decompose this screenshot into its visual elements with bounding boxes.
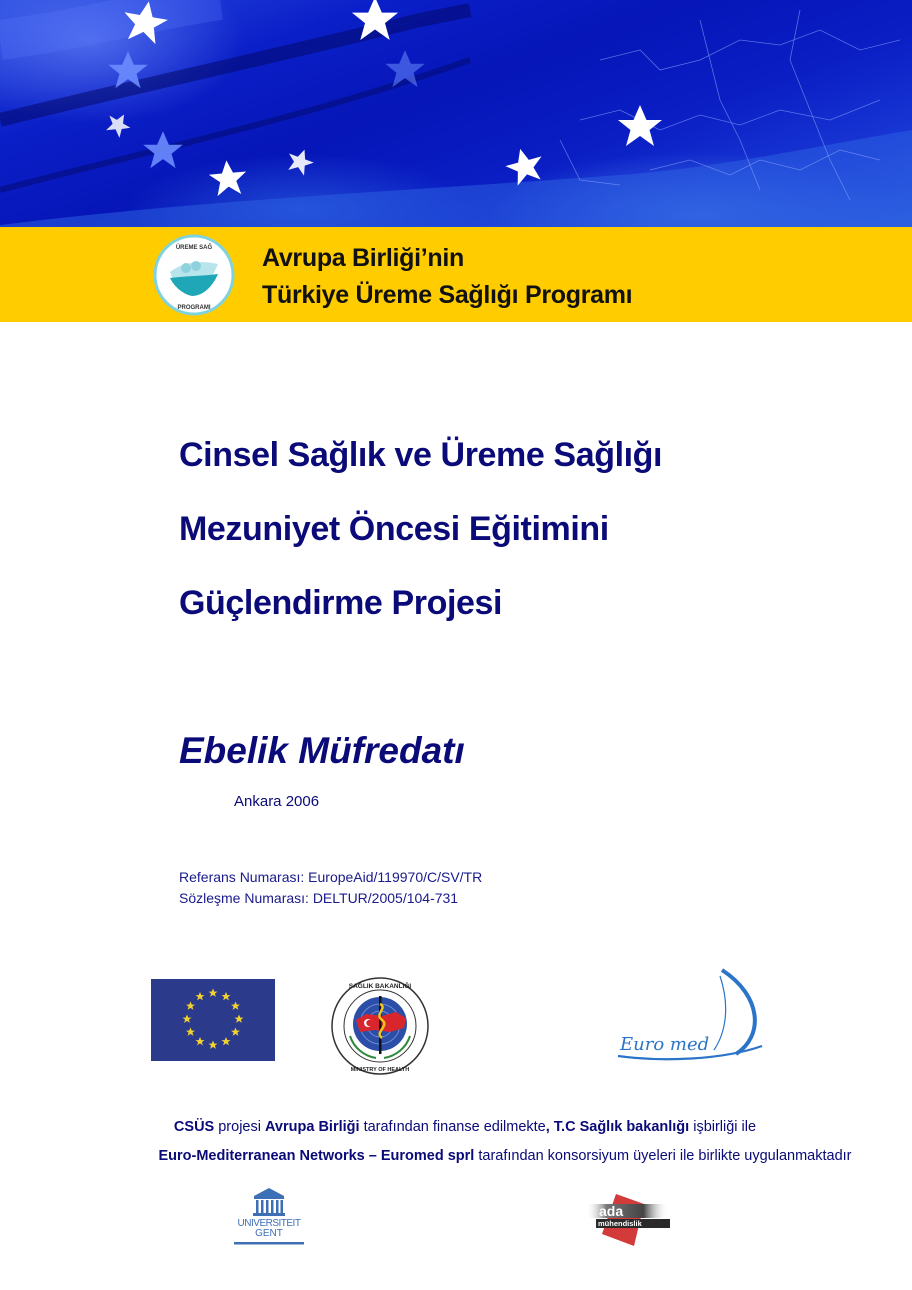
project-credits — [0, 1113, 860, 1171]
document-title-line1: Cinsel Sağlık ve Üreme Sağlığı — [179, 436, 663, 474]
svg-text:ada: ada — [599, 1203, 624, 1219]
eu-flag-banner-icon — [0, 0, 912, 227]
document-title — [179, 418, 662, 640]
euromed-sail-logo-icon — [612, 966, 772, 1066]
credits-text: işbirliği ile — [689, 1119, 757, 1135]
credits-text: tarafından konsorsiyum üyeleri ile birlikte uygulanmaktadır — [474, 1148, 852, 1164]
program-title-line1: Avrupa Birliği’nin — [262, 244, 465, 272]
tc-saglik-bakanligi-seal-icon — [330, 976, 430, 1076]
place-date: Ankara 2006 — [234, 793, 320, 810]
eu-flag-banner — [0, 0, 912, 227]
document-title-line2: Mezuniyet Öncesi Eğitimini — [179, 510, 609, 548]
svg-text:GENT: GENT — [255, 1228, 283, 1239]
ada-muhendislik-logo-icon — [582, 1190, 682, 1248]
credits-eu: Avrupa Birliği — [265, 1119, 360, 1135]
eu-flag-icon — [151, 979, 275, 1061]
contract-number: Sözleşme Numarası: DELTUR/2005/104-731 — [179, 890, 459, 906]
document-title-line3: Güçlendirme Projesi — [179, 584, 503, 622]
credits-csus: CSÜS — [173, 1119, 215, 1135]
credits-line2 — [0, 1142, 860, 1171]
reference-number: Referans Numarası: EuropeAid/119970/C/SV/TR — [179, 869, 483, 885]
credits-euromed: Euro-Mediterranean Networks – Euromed sprl — [158, 1148, 475, 1164]
svg-text:ÜREME SAĞ: ÜREME SAĞ — [175, 245, 213, 251]
program-title-line2: Türkiye Üreme Sağlığı Programı — [262, 281, 633, 309]
turkiye-ureme-sagligi-programi-logo-icon — [152, 234, 236, 316]
document-subtitle: Ebelik Müfredatı — [179, 730, 465, 771]
svg-text:mühendislik: mühendislik — [598, 1219, 642, 1228]
svg-text:SAĞLIK BAKANLIĞI: SAĞLIK BAKANLIĞI — [348, 983, 412, 990]
svg-text:MINISTRY OF HEALTH: MINISTRY OF HEALTH — [350, 1067, 410, 1073]
credits-ministry: , T.C Sağlık bakanlığı — [545, 1119, 690, 1135]
svg-text:UNIVERSITEIT: UNIVERSITEIT — [237, 1218, 301, 1229]
program-header-band — [0, 227, 912, 322]
credits-line1 — [0, 1113, 860, 1142]
universiteit-gent-logo-icon — [230, 1186, 308, 1248]
program-title — [262, 240, 632, 314]
svg-text:Euro med: Euro med — [620, 1034, 710, 1055]
reference-info — [179, 867, 482, 909]
svg-text:PROGRAMI: PROGRAMI — [177, 305, 211, 311]
credits-text: tarafından finanse edilmekte — [359, 1119, 546, 1135]
credits-text: projesi — [214, 1119, 265, 1135]
